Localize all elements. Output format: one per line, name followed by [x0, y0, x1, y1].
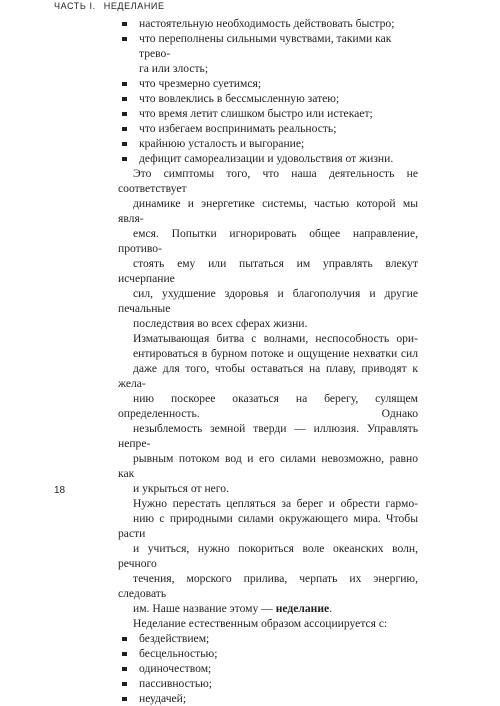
- term-nedelanie: неделание: [275, 602, 330, 615]
- list-item: [118, 691, 418, 706]
- bullet-icon: [122, 652, 127, 657]
- list-item: [118, 136, 418, 151]
- list-item-text: что время летит слишком быстро или истекает;: [139, 107, 373, 120]
- paragraph-harmony: [118, 496, 418, 616]
- bullet-icon: [122, 682, 127, 687]
- page-number: 18: [54, 485, 66, 496]
- list-item-text: настоятельную необходимость действовать быстро;: [139, 17, 395, 30]
- paragraph-line: и учиться, нужно покориться воле океанских волн, речного: [118, 542, 418, 570]
- paragraph-line: незыблемость земной тверди — иллюзия. Управлять непре-: [118, 422, 418, 450]
- body-text: [118, 16, 418, 706]
- paragraph-line: емся. Попытки игнорировать общее направление, противо-: [118, 227, 418, 255]
- bullet-icon: [122, 157, 127, 162]
- bullet-icon: [122, 82, 127, 87]
- paragraph-text: им. Наше название этому —: [133, 602, 273, 615]
- list-item: [118, 91, 418, 106]
- list-item: [118, 121, 418, 136]
- list-item-text: одиночеством;: [139, 662, 212, 675]
- symptom-list: [118, 16, 418, 166]
- paragraph-battle: [118, 331, 418, 496]
- list-item-text: что чрезмерно суетимся;: [139, 77, 262, 90]
- paragraph-line: Нужно перестать цепляться за берег и обрести гармо-: [133, 497, 418, 510]
- running-head-part: ЧАСТЬ I.: [54, 1, 96, 11]
- list-item: [118, 631, 418, 646]
- list-item: [118, 676, 418, 691]
- paragraph-line: Неделание естественным образом ассоциируется с:: [133, 617, 388, 630]
- bullet-icon: [122, 127, 127, 132]
- paragraph-association: [118, 616, 418, 631]
- list-item-text: что избегаем воспринимать реальность;: [139, 122, 337, 135]
- paragraph-line: Изматывающая битва с волнами, неспособность ори-: [133, 332, 418, 345]
- list-item-text: что переполнены сильными чувствами, такими как трево- га или злость;: [139, 32, 392, 75]
- bullet-icon: [122, 37, 127, 42]
- list-item-text: что вовлеклись в бессмысленную затею;: [139, 92, 340, 105]
- paragraph-line: сил, ухудшение здоровья и благополучия и другие печальные: [118, 287, 418, 315]
- list-item-text: неудачей;: [139, 692, 187, 705]
- association-list: [118, 631, 418, 706]
- list-item-text: крайнюю усталость и выгорание;: [139, 137, 305, 150]
- list-item: [118, 76, 418, 91]
- paragraph-line: течения, морского прилива, черпать их энергию, следовать: [118, 572, 418, 600]
- paragraph-line: стоять ему или пытаться им управлять влекут исчерпание: [118, 257, 418, 285]
- bullet-icon: [122, 22, 127, 27]
- list-item-text: бездействием;: [139, 632, 210, 645]
- list-item-text: дефицит самореализации и удовольствия от жизни.: [139, 152, 394, 165]
- list-item: [118, 646, 418, 661]
- list-item: [118, 106, 418, 121]
- list-item: [118, 31, 418, 76]
- paragraph-line: даже для того, чтобы оставаться на плаву, приводят к желa-: [118, 362, 418, 390]
- bullet-icon: [122, 637, 127, 642]
- bullet-icon: [122, 112, 127, 117]
- list-item: [118, 151, 418, 166]
- paragraph-line: нию поскорее оказаться на берегу, сулящем определенность. Однако: [118, 392, 418, 420]
- running-head: [54, 0, 165, 12]
- paragraph-line: ентироваться в бурном потоке и ощущение нехватки сил: [133, 347, 418, 360]
- paragraph-line: рывным потоком вод и его силами невозможно, равно как: [118, 452, 418, 480]
- paragraph-text: .: [329, 602, 333, 615]
- paragraph-symptoms: [118, 166, 418, 331]
- bullet-icon: [122, 97, 127, 102]
- list-item-text: бесцельностью;: [139, 647, 218, 660]
- bullet-icon: [122, 142, 127, 147]
- list-item: [118, 16, 418, 31]
- paragraph-line: и укрыться от него.: [133, 482, 229, 495]
- paragraph-line: нию с природными силами окружающего мира. Чтобы расти: [118, 512, 418, 540]
- paragraph-line: [118, 601, 418, 616]
- paragraph-line: динамике и энергетике системы, частью которой мы явля-: [118, 197, 418, 225]
- list-item-text: пассивностью;: [139, 677, 212, 690]
- running-head-title: НЕДЕЛАНИЕ: [103, 1, 165, 11]
- bullet-icon: [122, 667, 127, 672]
- paragraph-line: последствия во всех сферах жизни.: [133, 317, 308, 330]
- paragraph-line: Это симптомы того, что наша деятельность не соответствует: [118, 167, 418, 195]
- list-item: [118, 661, 418, 676]
- bullet-icon: [122, 697, 127, 702]
